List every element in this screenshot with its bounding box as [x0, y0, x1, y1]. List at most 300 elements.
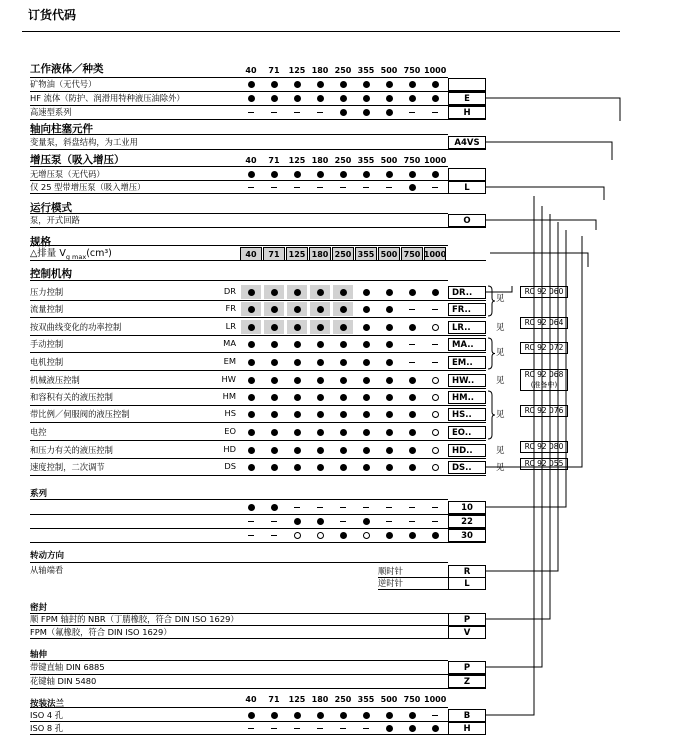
- availability-cell-71: [264, 105, 284, 119]
- available-dot-icon: [294, 712, 301, 719]
- size-header-180: 180: [311, 66, 329, 75]
- see-label: 见: [496, 410, 505, 420]
- available-dot-icon: [317, 81, 324, 88]
- not-available-dash-icon: [409, 112, 415, 113]
- displacement-unit: (cm³): [86, 248, 112, 259]
- availability-cell-71: [264, 167, 284, 181]
- available-dot-icon: [317, 289, 324, 296]
- availability-cell-71: [264, 285, 284, 299]
- availability-cell-750: [402, 355, 422, 369]
- available-dot-icon: [340, 341, 347, 348]
- availability-cell-750: [402, 337, 422, 351]
- available-dot-icon: [271, 324, 278, 331]
- see-label: 见: [496, 463, 505, 473]
- availability-cell-1000: [425, 390, 445, 404]
- size-header-750: 750: [403, 156, 421, 165]
- available-dot-icon: [317, 518, 324, 525]
- availability-cell-180: [310, 320, 330, 334]
- availability-cell-355: [356, 285, 376, 299]
- not-available-dash-icon: [294, 507, 300, 508]
- control-row-label: 压力控制: [30, 287, 64, 297]
- availability-cell-71: [264, 355, 284, 369]
- availability-cell-1000: [425, 91, 445, 105]
- available-dot-icon: [363, 95, 370, 102]
- availability-cell-355: [356, 373, 376, 387]
- availability-cell-750: [402, 528, 422, 542]
- available-dot-icon: [317, 464, 324, 471]
- unit-heading: 轴向柱塞元件: [30, 123, 93, 135]
- availability-cell-355: [356, 500, 376, 514]
- not-available-dash-icon: [248, 535, 254, 536]
- not-available-dash-icon: [432, 362, 438, 363]
- control-row-label: 电机控制: [30, 357, 64, 367]
- leader-line: [486, 220, 596, 230]
- row-divider: [30, 149, 486, 150]
- size-value-box: 355: [355, 247, 377, 261]
- not-available-dash-icon: [386, 507, 392, 508]
- availability-cell-40: [241, 721, 261, 735]
- in-preparation-ring-icon: [317, 532, 324, 539]
- control-code-box: HD..: [448, 444, 486, 457]
- available-dot-icon: [294, 518, 301, 525]
- rc-reference-number: RC 92 072: [524, 343, 564, 352]
- available-dot-icon: [340, 359, 347, 366]
- availability-cell-1000: [425, 500, 445, 514]
- available-dot-icon: [363, 429, 370, 436]
- available-dot-icon: [386, 532, 393, 539]
- availability-cell-71: [264, 514, 284, 528]
- availability-cell-750: [402, 500, 422, 514]
- see-label: 见: [496, 294, 505, 304]
- control-row-abbr: HD: [223, 444, 236, 454]
- size-header-500: 500: [380, 156, 398, 165]
- size-value-box: 71: [263, 247, 285, 261]
- size-value-box: 750: [401, 247, 423, 261]
- group-bracket: [488, 338, 495, 369]
- size-header-355: 355: [357, 156, 375, 165]
- size-header-500: 500: [380, 66, 398, 75]
- available-dot-icon: [317, 429, 324, 436]
- size-header-750: 750: [403, 66, 421, 75]
- availability-cell-1000: [425, 180, 445, 194]
- not-available-dash-icon: [340, 187, 346, 188]
- available-dot-icon: [248, 359, 255, 366]
- availability-cell-40: [241, 514, 261, 528]
- size-header-40: 40: [245, 156, 257, 165]
- control-row-label: 按双曲线变化的功率控制: [30, 322, 122, 332]
- availability-cell-250: [333, 425, 353, 439]
- available-dot-icon: [409, 464, 416, 471]
- availability-cell-355: [356, 425, 376, 439]
- not-available-dash-icon: [363, 728, 369, 729]
- section-top-rule: [30, 562, 448, 563]
- available-dot-icon: [317, 447, 324, 454]
- control-row-abbr: HM: [222, 391, 236, 401]
- availability-cell-250: [333, 320, 353, 334]
- availability-cell-750: [402, 390, 422, 404]
- available-dot-icon: [294, 324, 301, 331]
- availability-cell-180: [310, 708, 330, 722]
- leader-line: [486, 142, 612, 160]
- not-available-dash-icon: [386, 187, 392, 188]
- availability-cell-250: [333, 721, 353, 735]
- group-bracket: [488, 286, 495, 316]
- availability-cell-500: [379, 373, 399, 387]
- section-top-rule: [30, 245, 448, 246]
- not-available-dash-icon: [248, 187, 254, 188]
- availability-cell-250: [333, 460, 353, 474]
- availability-cell-500: [379, 167, 399, 181]
- available-dot-icon: [294, 171, 301, 178]
- displacement-label-prefix: △排量 V: [30, 248, 66, 259]
- in-preparation-ring-icon: [432, 429, 439, 436]
- available-dot-icon: [409, 184, 416, 191]
- available-dot-icon: [248, 712, 255, 719]
- available-dot-icon: [409, 171, 416, 178]
- availability-cell-71: [264, 528, 284, 542]
- available-dot-icon: [386, 429, 393, 436]
- rotation-direction-label: 逆时针: [378, 578, 403, 588]
- seal-row-label: FPM（氟橡胶，符合 DIN ISO 1629）: [30, 627, 172, 637]
- not-available-dash-icon: [317, 187, 323, 188]
- availability-cell-40: [241, 443, 261, 457]
- availability-cell-1000: [425, 528, 445, 542]
- available-dot-icon: [248, 324, 255, 331]
- availability-cell-125: [287, 355, 307, 369]
- row-divider: [30, 440, 486, 441]
- size-header-750: 750: [403, 695, 421, 704]
- available-dot-icon: [317, 411, 324, 418]
- availability-cell-355: [356, 337, 376, 351]
- not-available-dash-icon: [294, 112, 300, 113]
- availability-cell-500: [379, 425, 399, 439]
- availability-cell-40: [241, 355, 261, 369]
- control-code-box: DS..: [448, 461, 486, 474]
- available-dot-icon: [432, 171, 439, 178]
- available-dot-icon: [386, 81, 393, 88]
- availability-cell-250: [333, 390, 353, 404]
- rotation-code-box: L: [448, 577, 486, 590]
- availability-cell-125: [287, 285, 307, 299]
- flange-row-label: ISO 8 孔: [30, 723, 64, 733]
- availability-cell-500: [379, 302, 399, 316]
- availability-cell-250: [333, 77, 353, 91]
- available-dot-icon: [363, 359, 370, 366]
- availability-cell-125: [287, 320, 307, 334]
- row-divider: [378, 589, 486, 590]
- availability-cell-125: [287, 105, 307, 119]
- available-dot-icon: [409, 81, 416, 88]
- availability-cell-1000: [425, 373, 445, 387]
- see-label: 见: [496, 446, 505, 456]
- section-top-rule: [30, 280, 448, 281]
- unit-row-label: 变量泵，斜盘结构，为工业用: [30, 137, 138, 147]
- availability-cell-40: [241, 500, 261, 514]
- size-header-180: 180: [311, 695, 329, 704]
- availability-cell-180: [310, 285, 330, 299]
- available-dot-icon: [432, 289, 439, 296]
- available-dot-icon: [271, 81, 278, 88]
- availability-cell-40: [241, 167, 261, 181]
- row-divider: [30, 335, 486, 336]
- available-dot-icon: [409, 725, 416, 732]
- available-dot-icon: [271, 504, 278, 511]
- availability-cell-1000: [425, 285, 445, 299]
- available-dot-icon: [340, 532, 347, 539]
- rotation-viewpoint-label: 从轴端看: [30, 565, 64, 575]
- available-dot-icon: [317, 359, 324, 366]
- availability-cell-355: [356, 708, 376, 722]
- availability-cell-40: [241, 708, 261, 722]
- available-dot-icon: [317, 712, 324, 719]
- available-dot-icon: [317, 394, 324, 401]
- control-code-box: HW..: [448, 374, 486, 387]
- not-available-dash-icon: [432, 112, 438, 113]
- flange-code-box: H: [448, 722, 486, 735]
- shaft-code-box: Z: [448, 675, 486, 688]
- available-dot-icon: [248, 429, 255, 436]
- availability-cell-500: [379, 77, 399, 91]
- size-header-71: 71: [268, 156, 280, 165]
- availability-cell-250: [333, 407, 353, 421]
- in-preparation-ring-icon: [432, 464, 439, 471]
- availability-cell-250: [333, 302, 353, 316]
- size-header-1000: 1000: [424, 156, 447, 165]
- available-dot-icon: [386, 712, 393, 719]
- size-header-125: 125: [288, 66, 306, 75]
- not-available-dash-icon: [386, 521, 392, 522]
- not-available-dash-icon: [432, 187, 438, 188]
- rc-reference-box: [520, 405, 568, 417]
- availability-cell-250: [333, 337, 353, 351]
- availability-cell-71: [264, 425, 284, 439]
- available-dot-icon: [386, 377, 393, 384]
- availability-cell-40: [241, 407, 261, 421]
- availability-cell-250: [333, 105, 353, 119]
- availability-cell-1000: [425, 708, 445, 722]
- availability-cell-500: [379, 528, 399, 542]
- availability-cell-125: [287, 167, 307, 181]
- availability-cell-750: [402, 514, 422, 528]
- availability-cell-750: [402, 320, 422, 334]
- not-available-dash-icon: [317, 507, 323, 508]
- in-preparation-note: (准备中): [530, 381, 558, 389]
- availability-cell-71: [264, 721, 284, 735]
- seal-code-box: P: [448, 613, 486, 626]
- available-dot-icon: [294, 429, 301, 436]
- availability-cell-250: [333, 167, 353, 181]
- availability-cell-125: [287, 708, 307, 722]
- available-dot-icon: [386, 324, 393, 331]
- rotation-code-box: R: [448, 565, 486, 578]
- size-value-box: 180: [309, 247, 331, 261]
- boost-code-box: L: [448, 181, 486, 194]
- leader-line: [486, 187, 604, 200]
- available-dot-icon: [317, 377, 324, 384]
- availability-cell-355: [356, 460, 376, 474]
- not-available-dash-icon: [340, 521, 346, 522]
- control-row-label: 机械液压控制: [30, 375, 80, 385]
- not-available-dash-icon: [409, 521, 415, 522]
- not-available-dash-icon: [432, 344, 438, 345]
- size-heading: 规格: [30, 236, 51, 248]
- availability-cell-180: [310, 105, 330, 119]
- size-header-125: 125: [288, 695, 306, 704]
- available-dot-icon: [363, 394, 370, 401]
- availability-cell-500: [379, 390, 399, 404]
- control-row-label: 速度控制，二次调节: [30, 462, 105, 472]
- size-header-250: 250: [334, 66, 352, 75]
- availability-cell-500: [379, 708, 399, 722]
- rc-reference-number: RC 92 064: [524, 318, 564, 327]
- in-preparation-ring-icon: [432, 394, 439, 401]
- series-code-box: 22: [448, 515, 486, 528]
- availability-cell-71: [264, 373, 284, 387]
- fluid-code-box: E: [448, 92, 486, 105]
- available-dot-icon: [340, 324, 347, 331]
- availability-cell-250: [333, 443, 353, 457]
- series-heading: 系列: [30, 489, 48, 499]
- availability-cell-125: [287, 302, 307, 316]
- rc-reference-box: [520, 369, 568, 391]
- availability-cell-71: [264, 460, 284, 474]
- availability-cell-125: [287, 425, 307, 439]
- available-dot-icon: [386, 109, 393, 116]
- availability-cell-40: [241, 425, 261, 439]
- not-available-dash-icon: [432, 309, 438, 310]
- available-dot-icon: [386, 359, 393, 366]
- available-dot-icon: [409, 712, 416, 719]
- available-dot-icon: [248, 289, 255, 296]
- size-header-250: 250: [334, 156, 352, 165]
- rc-reference-box: [520, 441, 568, 453]
- not-available-dash-icon: [271, 535, 277, 536]
- available-dot-icon: [340, 429, 347, 436]
- series-code-box: 30: [448, 529, 486, 542]
- not-available-dash-icon: [340, 728, 346, 729]
- availability-cell-71: [264, 91, 284, 105]
- not-available-dash-icon: [363, 187, 369, 188]
- available-dot-icon: [271, 464, 278, 471]
- availability-cell-1000: [425, 425, 445, 439]
- availability-cell-125: [287, 77, 307, 91]
- availability-cell-180: [310, 355, 330, 369]
- availability-cell-71: [264, 302, 284, 316]
- unit-code-box: A4VS: [448, 136, 486, 149]
- control-row-abbr: FR: [225, 303, 236, 313]
- availability-cell-125: [287, 373, 307, 387]
- available-dot-icon: [363, 306, 370, 313]
- available-dot-icon: [386, 464, 393, 471]
- availability-cell-40: [241, 302, 261, 316]
- availability-cell-71: [264, 180, 284, 194]
- available-dot-icon: [363, 411, 370, 418]
- available-dot-icon: [340, 289, 347, 296]
- available-dot-icon: [317, 341, 324, 348]
- rc-reference-number: RC 92 060: [524, 287, 564, 296]
- availability-cell-250: [333, 285, 353, 299]
- mode-code-box: O: [448, 214, 486, 227]
- in-preparation-ring-icon: [432, 324, 439, 331]
- not-available-dash-icon: [363, 507, 369, 508]
- in-preparation-ring-icon: [432, 411, 439, 418]
- displacement-subscript: g max: [65, 252, 87, 261]
- size-header-71: 71: [268, 66, 280, 75]
- not-available-dash-icon: [409, 309, 415, 310]
- row-divider: [30, 638, 486, 639]
- availability-cell-250: [333, 708, 353, 722]
- availability-cell-40: [241, 180, 261, 194]
- available-dot-icon: [271, 95, 278, 102]
- control-code-box: MA..: [448, 338, 486, 351]
- availability-cell-180: [310, 302, 330, 316]
- available-dot-icon: [363, 341, 370, 348]
- available-dot-icon: [340, 95, 347, 102]
- availability-cell-71: [264, 77, 284, 91]
- boost-row-label: 仅 25 型带增压泵（吸入增压）: [30, 182, 146, 192]
- see-label: 见: [496, 376, 505, 386]
- availability-cell-500: [379, 285, 399, 299]
- row-divider: [30, 352, 486, 353]
- control-row-abbr: HS: [224, 408, 236, 418]
- availability-cell-355: [356, 407, 376, 421]
- control-row-abbr: EM: [223, 356, 236, 366]
- availability-cell-250: [333, 180, 353, 194]
- available-dot-icon: [248, 464, 255, 471]
- size-header-355: 355: [357, 66, 375, 75]
- not-available-dash-icon: [409, 344, 415, 345]
- availability-cell-71: [264, 407, 284, 421]
- availability-cell-500: [379, 443, 399, 457]
- leader-line: [486, 222, 558, 571]
- availability-cell-1000: [425, 302, 445, 316]
- availability-cell-125: [287, 460, 307, 474]
- availability-cell-71: [264, 320, 284, 334]
- availability-cell-125: [287, 91, 307, 105]
- row-divider: [30, 674, 486, 675]
- available-dot-icon: [271, 359, 278, 366]
- availability-cell-1000: [425, 443, 445, 457]
- row-divider: [30, 119, 486, 120]
- availability-cell-250: [333, 514, 353, 528]
- control-row-label: 手动控制: [30, 339, 64, 349]
- size-header-355: 355: [357, 695, 375, 704]
- available-dot-icon: [386, 394, 393, 401]
- availability-cell-500: [379, 105, 399, 119]
- availability-cell-355: [356, 355, 376, 369]
- availability-cell-71: [264, 390, 284, 404]
- available-dot-icon: [340, 109, 347, 116]
- availability-cell-125: [287, 180, 307, 194]
- availability-cell-125: [287, 528, 307, 542]
- availability-cell-40: [241, 320, 261, 334]
- availability-cell-500: [379, 91, 399, 105]
- available-dot-icon: [294, 95, 301, 102]
- in-preparation-ring-icon: [432, 377, 439, 384]
- availability-cell-125: [287, 337, 307, 351]
- control-row-abbr: DS: [224, 461, 236, 471]
- not-available-dash-icon: [317, 728, 323, 729]
- availability-cell-355: [356, 167, 376, 181]
- availability-cell-180: [310, 373, 330, 387]
- availability-cell-180: [310, 425, 330, 439]
- mode-row-label: 泵，开式回路: [30, 215, 80, 225]
- rc-reference-box: [520, 342, 568, 354]
- availability-cell-125: [287, 500, 307, 514]
- size-value-box: 125: [286, 247, 308, 261]
- in-preparation-ring-icon: [363, 532, 370, 539]
- availability-cell-40: [241, 105, 261, 119]
